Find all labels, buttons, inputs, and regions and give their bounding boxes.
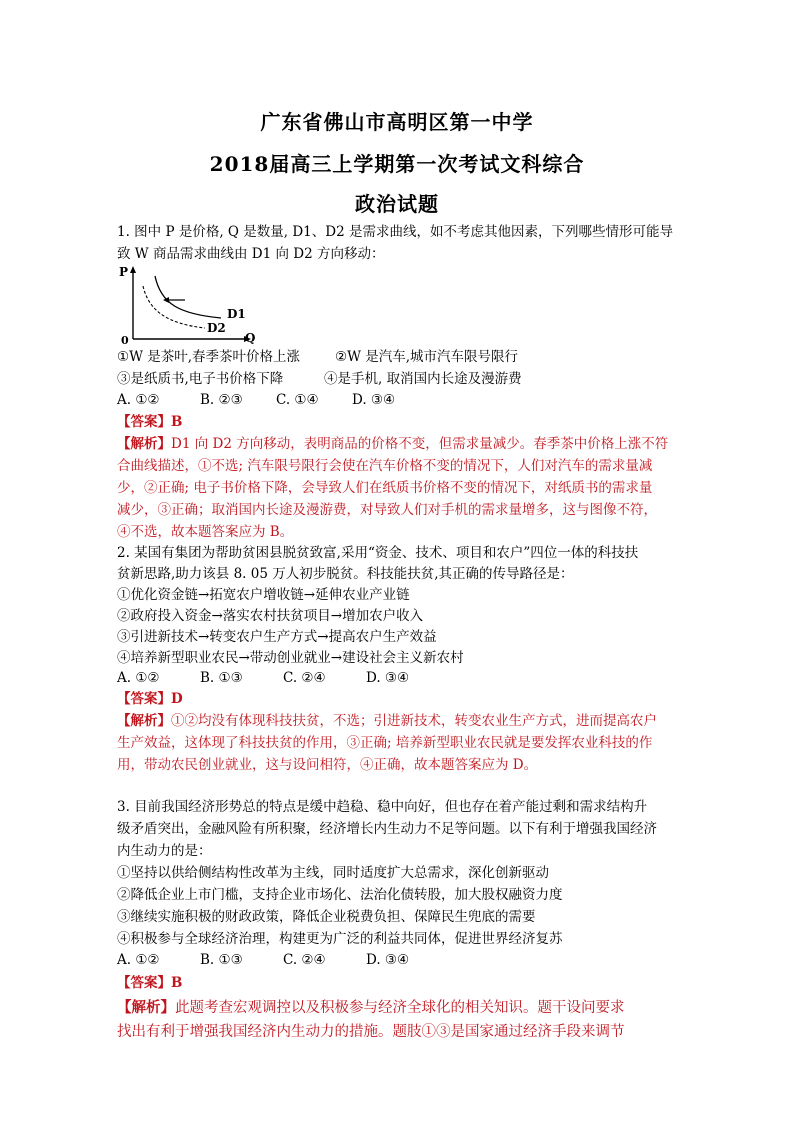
- q1-stem-line-2: 致 W 商品需求曲线由 D1 向 D2 方向移动：: [117, 246, 385, 262]
- q1-choice-b: B. ②③: [200, 392, 243, 408]
- q2-choice-b: B. ①③: [200, 670, 243, 686]
- q3-option-2: ②降低企业上市门槛，支持企业市场化、法治化债转股，加大股权融资力度: [117, 887, 563, 903]
- q1-stem-line-1: 1. 图中 P 是价格, Q 是数量, D1、D2 是需求曲线，如不考虑其他因素，下列哪些情形可能导: [117, 224, 673, 240]
- q3-stem-line-1: 3. 目前我国经济形势总的特点是缓中趋稳、稳中向好，但也存在着产能过剩和需求结构升: [117, 799, 648, 815]
- q3-answer: 【答案】B: [117, 975, 183, 991]
- q1-options-row-1: [117, 346, 687, 368]
- q2-analysis-line-2: 生产效益，这体现了科技扶贫的作用，③正确; 培养新型职业农民就是要发挥农业科技的作: [117, 735, 653, 751]
- q3-stem-line-3: 内生动力的是：: [117, 843, 212, 859]
- q1-analysis-text-1: D1 向 D2 方向移动，表明商品的价格不变，但需求量减少。春季茶中价格上涨不符: [171, 436, 669, 452]
- q1-analysis-line-3: 少，②正确; 电子书价格下降，会导致人们在纸质书价格不变的情况下，对纸质书的需求量: [117, 480, 653, 496]
- q3-choice-b: B. ①③: [200, 952, 243, 968]
- q1-option-1: ①W 是茶叶,春季茶叶价格上涨: [117, 349, 301, 365]
- q2-analysis-line-1: [117, 710, 687, 732]
- q1-choice-d: D. ③④: [352, 392, 396, 408]
- q3-option-3: ③继续实施积极的财政政策，降低企业税费负担、保障民生兜底的需要: [117, 909, 536, 925]
- y-axis-arrow: [130, 266, 136, 273]
- d1-curve: [155, 276, 221, 318]
- q3-analysis-line-2: 找出有利于增强我国经济内生动力的措施。题肢①③是国家通过经济手段来调节: [117, 1024, 625, 1040]
- q2-stem-line-2: 贫新思路,助力该县 8. 05 万人初步脱贫。科技能扶贫,其正确的传导路径是：: [117, 566, 574, 582]
- q3-choice-c: C. ②④: [283, 952, 326, 968]
- q1-analysis-label: 【解析】: [117, 436, 171, 452]
- school-title: 广东省佛山市高明区第一中学: [260, 110, 534, 134]
- q2-analysis-text-1: ①②均没有体现科技扶贫，不选；引进新技术，转变农业生产方式，进而提高农户: [171, 713, 657, 729]
- q2-option-4: ④培养新型职业农民→带动创业就业→建设社会主义新农村: [117, 650, 464, 666]
- demand-curve-graph: [117, 264, 257, 346]
- q1-analysis-line-2: 合曲线描述，①不选; 汽车限号限行会使在汽车价格不变的情况下，人们对汽车的需求量减: [117, 458, 653, 474]
- q3-choice-d: D. ③④: [366, 952, 410, 968]
- d2-label: D2: [207, 321, 226, 335]
- exam-title: 2018届高三上学期第一次考试文科综合: [209, 152, 585, 176]
- y-axis-label: P: [119, 265, 129, 279]
- q2-option-2: ②政府投入资金→落实农村扶贫项目→增加农户收入: [117, 608, 424, 624]
- q2-choice-d: D. ③④: [366, 670, 410, 686]
- q2-choices: [117, 667, 687, 689]
- q1-choice-c: C. ①④: [276, 392, 319, 408]
- q3-choices: [117, 949, 687, 971]
- q2-choice-c: C. ②④: [283, 670, 326, 686]
- q1-analysis-line-1: [117, 433, 687, 455]
- q2-choice-a: A. ①②: [117, 670, 160, 686]
- q1-choices: [117, 389, 687, 411]
- q3-analysis-text-1: 此题考查宏观调控以及积极参与经济全球化的相关知识。题干设问要求: [175, 1000, 625, 1016]
- x-axis-label: Q: [245, 331, 256, 345]
- shift-arrow-head: [163, 297, 169, 303]
- q1-option-2: ②W 是汽车,城市汽车限号限行: [335, 349, 519, 365]
- q1-analysis-line-4: 减少，③正确；取消国内长途及漫游费，对导致人们对手机的需求量增多，这与图像不符，: [117, 502, 657, 518]
- q2-answer: 【答案】D: [117, 691, 183, 707]
- q1-choice-a: A. ①②: [117, 392, 160, 408]
- q3-stem-line-2: 级矛盾突出，金融风险有所积聚，经济增长内生动力不足等问题。以下有利于增强我国经济: [117, 821, 657, 837]
- q3-analysis-line-1: [117, 996, 687, 1020]
- q1-answer: 【答案】B: [117, 414, 183, 430]
- q2-analysis-label: 【解析】: [117, 713, 171, 729]
- d2-curve: [143, 286, 205, 328]
- q2-option-3: ③引进新技术→转变农户生产方式→提高农户生产效益: [117, 629, 437, 645]
- q3-option-1: ①坚持以供给侧结构性改革为主线，同时适度扩大总需求，深化创新驱动: [117, 865, 549, 881]
- subject-title: 政治试题: [355, 192, 439, 216]
- origin-label: 0: [121, 334, 129, 346]
- q1-options-row-2: [117, 368, 687, 390]
- q2-analysis-line-3: 用，带动农民创业就业，这与设问相符，④正确，故本题答案应为 D。: [117, 757, 538, 773]
- q3-option-4: ④积极参与全球经济治理，构建更为广泛的利益共同体，促进世界经济复苏: [117, 931, 563, 947]
- q2-option-1: ①优化资金链→拓宽农户增收链→延伸农业产业链: [117, 587, 410, 603]
- q1-analysis-line-5: ④不选，故本题答案应为 B。: [117, 524, 294, 540]
- q1-option-3: ③是纸质书,电子书价格下降: [117, 371, 284, 387]
- q3-choice-a: A. ①②: [117, 952, 160, 968]
- d1-label: D1: [227, 307, 246, 321]
- q1-option-4: ④是手机, 取消国内长途及漫游费: [324, 371, 522, 387]
- q3-analysis-label: 【解析】: [117, 999, 175, 1016]
- q2-stem-line-1: 2. 某国有集团为帮助贫困县脱贫致富,采用“资金、技术、项目和农户”四位一体的科技扶: [117, 545, 639, 561]
